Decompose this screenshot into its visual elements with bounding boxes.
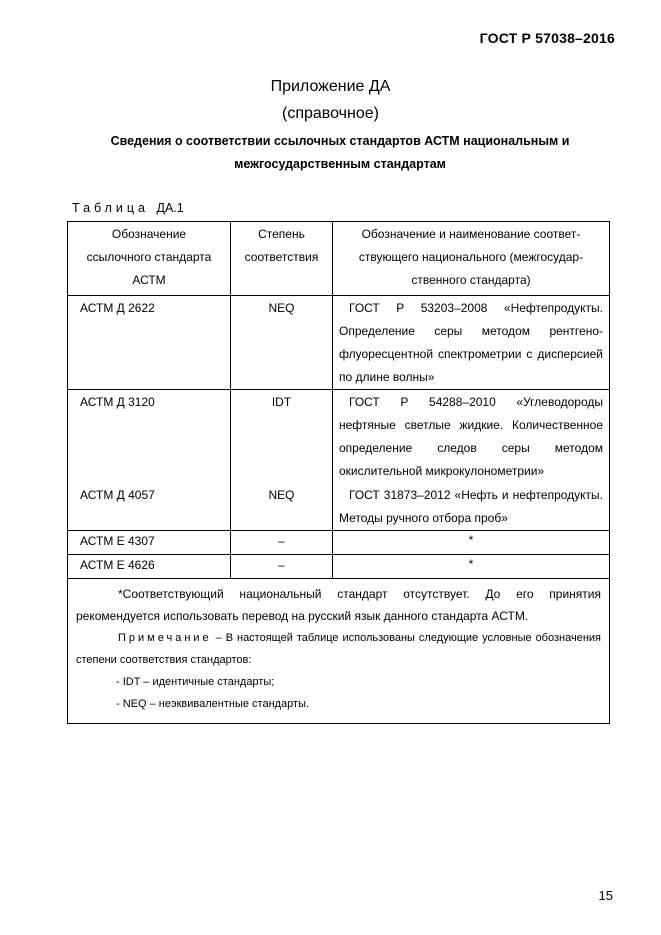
row-description xyxy=(333,390,610,484)
row-code: АСТМ Д 2622 xyxy=(68,296,231,390)
table-row xyxy=(68,483,610,531)
header-text: Степень xyxy=(258,227,305,241)
row-description-text: ГОСТ Р 53203–2008 «Нефтепродукты. Определение серы методом рентгено-флуоресцентной спектрометрии с дисперсией по длине волны» xyxy=(339,301,603,384)
heading-line-1: Сведения о соответствии ссылочных стандартов АСТМ национальным и xyxy=(110,134,570,148)
row-description xyxy=(333,296,610,390)
row-description-text: ГОСТ 31873–2012 «Нефть и нефтепродукты. Методы ручного отбора проб» xyxy=(339,488,603,525)
page-number: 15 xyxy=(598,888,613,903)
header-text: ссылочного стандарта xyxy=(86,250,212,264)
table-footnote-row xyxy=(68,579,610,724)
row-degree: IDT xyxy=(231,390,333,484)
header-text: АСТМ xyxy=(132,273,166,287)
document-code: ГОСТ Р 57038–2016 xyxy=(479,30,615,46)
header-col-degree xyxy=(231,222,333,296)
header-col-designation xyxy=(68,222,231,296)
table-label xyxy=(72,201,184,215)
row-code: АСТМ Д 4057 xyxy=(68,483,231,531)
table-row xyxy=(68,296,610,390)
row-code: АСТМ Е 4626 xyxy=(68,555,231,579)
note-label: Примечание xyxy=(118,632,212,644)
table-label-number: ДА.1 xyxy=(156,201,184,215)
appendix-subtitle: (справочное) xyxy=(282,105,379,122)
row-degree: – xyxy=(231,555,333,579)
row-description xyxy=(333,483,610,531)
header-text: ственного стандарта) xyxy=(411,273,531,287)
row-degree: – xyxy=(231,531,333,555)
note-item-idt: - IDT – идентичные стандарты; xyxy=(116,676,275,688)
appendix-heading xyxy=(70,130,610,176)
table-row xyxy=(68,390,610,484)
row-degree: NEQ xyxy=(231,483,333,531)
heading-line-2: межгосударственным стандартам xyxy=(234,157,446,171)
table-header-row xyxy=(68,222,610,296)
row-description: * xyxy=(333,555,610,579)
row-description: * xyxy=(333,531,610,555)
table-note xyxy=(76,627,601,671)
header-text: соответствия xyxy=(244,250,319,264)
table-label-word: Таблица xyxy=(72,201,150,215)
row-description-text: ГОСТ Р 54288–2010 «Углеводороды нефтяные светлые жидкие. Количественное определение следов серы методом окислительной микрокулонометрии» xyxy=(339,395,603,478)
appendix-title: Приложение ДА xyxy=(270,78,391,95)
note-text: – В настоящей таблице использованы следующие условные обозначения степени соответствия стандартов: xyxy=(76,632,601,666)
header-text: Обозначение и наименование соответ- xyxy=(361,227,581,241)
header-text: ствующего национального (межгосудар- xyxy=(358,250,584,264)
row-code: АСТМ Д 3120 xyxy=(68,390,231,484)
table-footnote xyxy=(68,579,610,724)
footnote-star-text: *Соответствующий национальный стандарт отсутствует. До его принятия рекомендуется использовать перевод на русский язык данного стандарта АСТМ. xyxy=(76,587,601,623)
header-text: Обозначение xyxy=(111,227,187,241)
table-row xyxy=(68,531,610,555)
header-col-national-standard xyxy=(333,222,610,296)
note-item-neq: - NEQ – неэквивалентные стандарты. xyxy=(116,698,310,710)
correspondence-table xyxy=(67,221,610,724)
row-degree: NEQ xyxy=(231,296,333,390)
row-code: АСТМ Е 4307 xyxy=(68,531,231,555)
table-row xyxy=(68,555,610,579)
